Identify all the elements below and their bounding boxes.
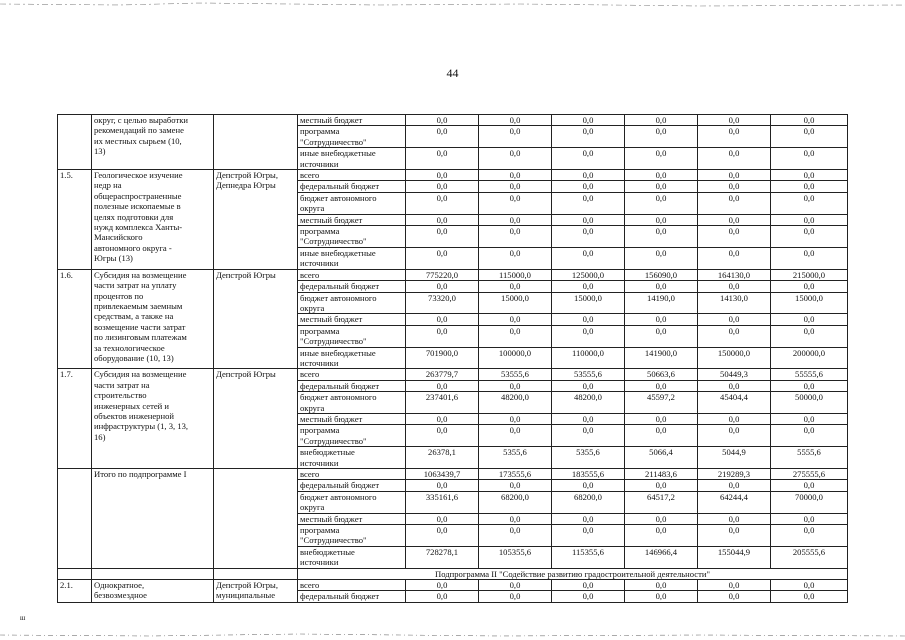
funding-source: федеральный бюджет	[298, 281, 406, 292]
funding-source: местный бюджет	[298, 115, 406, 126]
value-cell: 48200,0	[479, 392, 552, 414]
value-cell: 115000,0	[479, 269, 552, 280]
subprogram-heading-row	[58, 568, 848, 579]
value-cell: 0,0	[479, 115, 552, 126]
value-cell: 0,0	[771, 148, 848, 170]
funding-source: бюджет автономного округа	[298, 491, 406, 513]
item-number: 2.1.	[58, 580, 92, 603]
value-cell: 164130,0	[698, 269, 771, 280]
funding-source: всего	[298, 469, 406, 480]
value-cell: 15000,0	[479, 292, 552, 314]
value-cell: 0,0	[771, 513, 848, 524]
value-cell: 0,0	[406, 181, 479, 192]
value-cell: 0,0	[406, 314, 479, 325]
value-cell: 0,0	[698, 580, 771, 591]
value-cell: 50663,6	[625, 369, 698, 380]
value-cell: 14130,0	[698, 292, 771, 314]
value-cell: 0,0	[625, 480, 698, 491]
value-cell: 0,0	[698, 591, 771, 602]
value-cell: 0,0	[698, 214, 771, 225]
value-cell: 5044,9	[698, 447, 771, 469]
value-cell: 0,0	[698, 226, 771, 248]
value-cell: 0,0	[479, 214, 552, 225]
value-cell: 0,0	[479, 247, 552, 269]
value-cell: 237401,6	[406, 392, 479, 414]
value-cell: 0,0	[698, 325, 771, 347]
value-cell: 0,0	[625, 148, 698, 170]
value-cell: 0,0	[406, 226, 479, 248]
item-name: Геологическое изучение недр на общераспространенные полезные ископаемые в целях подготовки для нужд комплекса Ханты- Мансийского автономного округа - Югры (13)	[92, 170, 214, 270]
empty-cell	[214, 568, 298, 579]
funding-source: местный бюджет	[298, 314, 406, 325]
value-cell: 0,0	[771, 580, 848, 591]
value-cell: 0,0	[771, 314, 848, 325]
value-cell: 728278,1	[406, 546, 479, 568]
funding-source: всего	[298, 580, 406, 591]
value-cell: 15000,0	[552, 292, 625, 314]
value-cell: 0,0	[552, 580, 625, 591]
value-cell: 0,0	[406, 525, 479, 547]
funding-source: всего	[298, 170, 406, 181]
item-number	[58, 469, 92, 569]
table-row	[58, 269, 848, 280]
value-cell: 0,0	[479, 281, 552, 292]
value-cell: 0,0	[771, 226, 848, 248]
funding-source: программа "Сотрудничество"	[298, 425, 406, 447]
value-cell: 0,0	[771, 591, 848, 602]
funding-source: внебюджетные источники	[298, 546, 406, 568]
value-cell: 0,0	[625, 281, 698, 292]
funding-source: местный бюджет	[298, 513, 406, 524]
value-cell: 0,0	[552, 591, 625, 602]
funding-source: бюджет автономного округа	[298, 292, 406, 314]
value-cell: 0,0	[552, 126, 625, 148]
value-cell: 275555,6	[771, 469, 848, 480]
value-cell: 0,0	[625, 126, 698, 148]
value-cell: 0,0	[552, 425, 625, 447]
value-cell: 0,0	[771, 181, 848, 192]
value-cell: 0,0	[771, 247, 848, 269]
value-cell: 0,0	[625, 247, 698, 269]
value-cell: 68200,0	[479, 491, 552, 513]
value-cell: 146966,4	[625, 546, 698, 568]
item-name: Субсидия на возмещение части затрат на строительство инженерных сетей и объектов инженерной инфраструктуры (1, 3, 13, 16)	[92, 369, 214, 469]
value-cell: 1063439,7	[406, 469, 479, 480]
funding-source: программа "Сотрудничество"	[298, 325, 406, 347]
value-cell: 0,0	[625, 380, 698, 391]
value-cell: 0,0	[552, 181, 625, 192]
item-executor	[214, 469, 298, 569]
item-executor: Депстрой Югры	[214, 269, 298, 369]
value-cell: 26378,1	[406, 447, 479, 469]
value-cell: 45404,4	[698, 392, 771, 414]
value-cell: 5355,6	[479, 447, 552, 469]
value-cell: 0,0	[771, 425, 848, 447]
value-cell: 68200,0	[552, 491, 625, 513]
funding-source: федеральный бюджет	[298, 480, 406, 491]
value-cell: 0,0	[552, 214, 625, 225]
value-cell: 0,0	[771, 325, 848, 347]
value-cell: 0,0	[771, 192, 848, 214]
value-cell: 141900,0	[625, 347, 698, 369]
value-cell: 48200,0	[552, 392, 625, 414]
value-cell: 0,0	[552, 525, 625, 547]
value-cell: 0,0	[406, 513, 479, 524]
value-cell: 0,0	[406, 247, 479, 269]
item-executor: Депстрой Югры, Депнедра Югры	[214, 170, 298, 270]
value-cell: 0,0	[479, 413, 552, 424]
value-cell: 0,0	[625, 513, 698, 524]
item-number: 1.6.	[58, 269, 92, 369]
value-cell: 0,0	[771, 413, 848, 424]
value-cell: 0,0	[771, 480, 848, 491]
value-cell: 5066,4	[625, 447, 698, 469]
funding-source: иные внебюджетные источники	[298, 247, 406, 269]
value-cell: 0,0	[552, 192, 625, 214]
value-cell: 0,0	[625, 580, 698, 591]
value-cell: 215000,0	[771, 269, 848, 280]
value-cell: 0,0	[406, 591, 479, 602]
value-cell: 53555,6	[552, 369, 625, 380]
value-cell: 0,0	[771, 170, 848, 181]
value-cell: 105355,6	[479, 546, 552, 568]
value-cell: 0,0	[479, 580, 552, 591]
value-cell: 183555,6	[552, 469, 625, 480]
value-cell: 50449,3	[698, 369, 771, 380]
value-cell: 0,0	[479, 226, 552, 248]
value-cell: 64244,4	[698, 491, 771, 513]
value-cell: 155044,9	[698, 546, 771, 568]
funding-source: местный бюджет	[298, 214, 406, 225]
value-cell: 70000,0	[771, 491, 848, 513]
value-cell: 14190,0	[625, 292, 698, 314]
value-cell: 0,0	[406, 192, 479, 214]
funding-source: бюджет автономного округа	[298, 192, 406, 214]
value-cell: 335161,6	[406, 491, 479, 513]
funding-source: федеральный бюджет	[298, 591, 406, 602]
value-cell: 0,0	[698, 413, 771, 424]
item-name: Субсидия на возмещение части затрат на уплату процентов по привлекаемым заемным средствам, а также на возмещение части затрат по лизинговым платежам за технологическое оборудование (10, 13)	[92, 269, 214, 369]
value-cell: 0,0	[771, 214, 848, 225]
value-cell: 0,0	[479, 591, 552, 602]
value-cell: 0,0	[698, 513, 771, 524]
value-cell: 0,0	[625, 192, 698, 214]
value-cell: 0,0	[552, 115, 625, 126]
value-cell: 0,0	[479, 380, 552, 391]
value-cell: 0,0	[698, 480, 771, 491]
value-cell: 0,0	[552, 380, 625, 391]
value-cell: 0,0	[406, 115, 479, 126]
value-cell: 0,0	[552, 314, 625, 325]
value-cell: 0,0	[479, 192, 552, 214]
value-cell: 64517,2	[625, 491, 698, 513]
value-cell: 0,0	[698, 148, 771, 170]
funding-source: программа "Сотрудничество"	[298, 525, 406, 547]
value-cell: 0,0	[406, 380, 479, 391]
value-cell: 0,0	[698, 192, 771, 214]
funding-source: всего	[298, 269, 406, 280]
value-cell: 0,0	[625, 525, 698, 547]
value-cell: 0,0	[771, 115, 848, 126]
value-cell: 0,0	[406, 214, 479, 225]
value-cell: 5555,6	[771, 447, 848, 469]
item-name: округ, с целью выработки рекомендаций по замене их местных сырьем (10, 13)	[92, 115, 214, 170]
value-cell: 73320,0	[406, 292, 479, 314]
page-number: 44	[446, 66, 459, 80]
value-cell: 0,0	[552, 513, 625, 524]
item-number: 1.7.	[58, 369, 92, 469]
value-cell: 0,0	[406, 425, 479, 447]
value-cell: 0,0	[479, 148, 552, 170]
value-cell: 0,0	[479, 126, 552, 148]
funding-source: программа "Сотрудничество"	[298, 126, 406, 148]
value-cell: 150000,0	[698, 347, 771, 369]
item-number: 1.5.	[58, 170, 92, 270]
scan-top-edge	[0, 0, 905, 10]
item-name: Итого по подпрограмме I	[92, 469, 214, 569]
value-cell: 0,0	[698, 126, 771, 148]
item-executor: Депстрой Югры	[214, 369, 298, 469]
scan-mark: ш	[20, 614, 26, 622]
value-cell: 0,0	[406, 480, 479, 491]
table-row	[58, 580, 848, 591]
value-cell: 0,0	[625, 325, 698, 347]
value-cell: 0,0	[406, 170, 479, 181]
funding-source: внебюджетные источники	[298, 447, 406, 469]
value-cell: 115355,6	[552, 546, 625, 568]
value-cell: 0,0	[406, 413, 479, 424]
value-cell: 125000,0	[552, 269, 625, 280]
value-cell: 50000,0	[771, 392, 848, 414]
value-cell: 0,0	[479, 425, 552, 447]
value-cell: 100000,0	[479, 347, 552, 369]
value-cell: 0,0	[552, 325, 625, 347]
empty-cell	[92, 568, 214, 579]
funding-source: федеральный бюджет	[298, 380, 406, 391]
value-cell: 0,0	[625, 314, 698, 325]
value-cell: 0,0	[698, 181, 771, 192]
subprogram-heading: Подпрограмма II "Содействие развитию градостроительной деятельности"	[298, 568, 848, 579]
value-cell: 45597,2	[625, 392, 698, 414]
value-cell: 0,0	[771, 126, 848, 148]
value-cell: 0,0	[625, 591, 698, 602]
value-cell: 701900,0	[406, 347, 479, 369]
value-cell: 0,0	[698, 525, 771, 547]
value-cell: 0,0	[771, 281, 848, 292]
value-cell: 0,0	[698, 115, 771, 126]
value-cell: 0,0	[406, 325, 479, 347]
table-row	[58, 469, 848, 480]
funding-source: иные внебюджетные источники	[298, 148, 406, 170]
value-cell: 0,0	[698, 425, 771, 447]
value-cell: 0,0	[406, 281, 479, 292]
value-cell: 0,0	[698, 380, 771, 391]
value-cell: 0,0	[771, 525, 848, 547]
table-row	[58, 115, 848, 126]
funding-source: программа "Сотрудничество"	[298, 226, 406, 248]
value-cell: 0,0	[625, 181, 698, 192]
value-cell: 219289,3	[698, 469, 771, 480]
value-cell: 0,0	[552, 247, 625, 269]
value-cell: 775220,0	[406, 269, 479, 280]
value-cell: 0,0	[406, 148, 479, 170]
value-cell: 0,0	[552, 413, 625, 424]
value-cell: 200000,0	[771, 347, 848, 369]
item-number	[58, 115, 92, 170]
item-executor	[214, 115, 298, 170]
value-cell: 0,0	[479, 170, 552, 181]
table-row	[58, 369, 848, 380]
value-cell: 5355,6	[552, 447, 625, 469]
value-cell: 205555,6	[771, 546, 848, 568]
funding-source: иные внебюджетные источники	[298, 347, 406, 369]
value-cell: 0,0	[552, 226, 625, 248]
value-cell: 0,0	[625, 226, 698, 248]
value-cell: 0,0	[479, 181, 552, 192]
table-row	[58, 170, 848, 181]
value-cell: 0,0	[698, 314, 771, 325]
value-cell: 53555,6	[479, 369, 552, 380]
value-cell: 55555,6	[771, 369, 848, 380]
item-executor: Депстрой Югры, муниципальные	[214, 580, 298, 603]
value-cell: 173555,6	[479, 469, 552, 480]
funding-source: федеральный бюджет	[298, 181, 406, 192]
value-cell: 0,0	[552, 170, 625, 181]
scan-bottom-edge	[0, 630, 905, 640]
value-cell: 0,0	[479, 480, 552, 491]
value-cell: 0,0	[479, 525, 552, 547]
value-cell: 0,0	[552, 281, 625, 292]
funding-source: бюджет автономного округа	[298, 392, 406, 414]
value-cell: 0,0	[406, 580, 479, 591]
value-cell: 15000,0	[771, 292, 848, 314]
value-cell: 0,0	[479, 325, 552, 347]
value-cell: 110000,0	[552, 347, 625, 369]
funding-source: всего	[298, 369, 406, 380]
value-cell: 0,0	[698, 170, 771, 181]
item-name: Однократное, безвозмездное	[92, 580, 214, 603]
value-cell: 0,0	[479, 513, 552, 524]
value-cell: 0,0	[625, 115, 698, 126]
funding-source: местный бюджет	[298, 413, 406, 424]
value-cell: 0,0	[771, 380, 848, 391]
value-cell: 156090,0	[625, 269, 698, 280]
value-cell: 0,0	[625, 170, 698, 181]
value-cell: 0,0	[698, 247, 771, 269]
value-cell: 211483,6	[625, 469, 698, 480]
budget-table	[57, 114, 848, 603]
value-cell: 0,0	[552, 480, 625, 491]
value-cell: 0,0	[698, 281, 771, 292]
value-cell: 0,0	[406, 126, 479, 148]
value-cell: 0,0	[479, 314, 552, 325]
value-cell: 0,0	[625, 425, 698, 447]
value-cell: 0,0	[552, 148, 625, 170]
value-cell: 0,0	[625, 214, 698, 225]
value-cell: 263779,7	[406, 369, 479, 380]
empty-cell	[58, 568, 92, 579]
value-cell: 0,0	[625, 413, 698, 424]
